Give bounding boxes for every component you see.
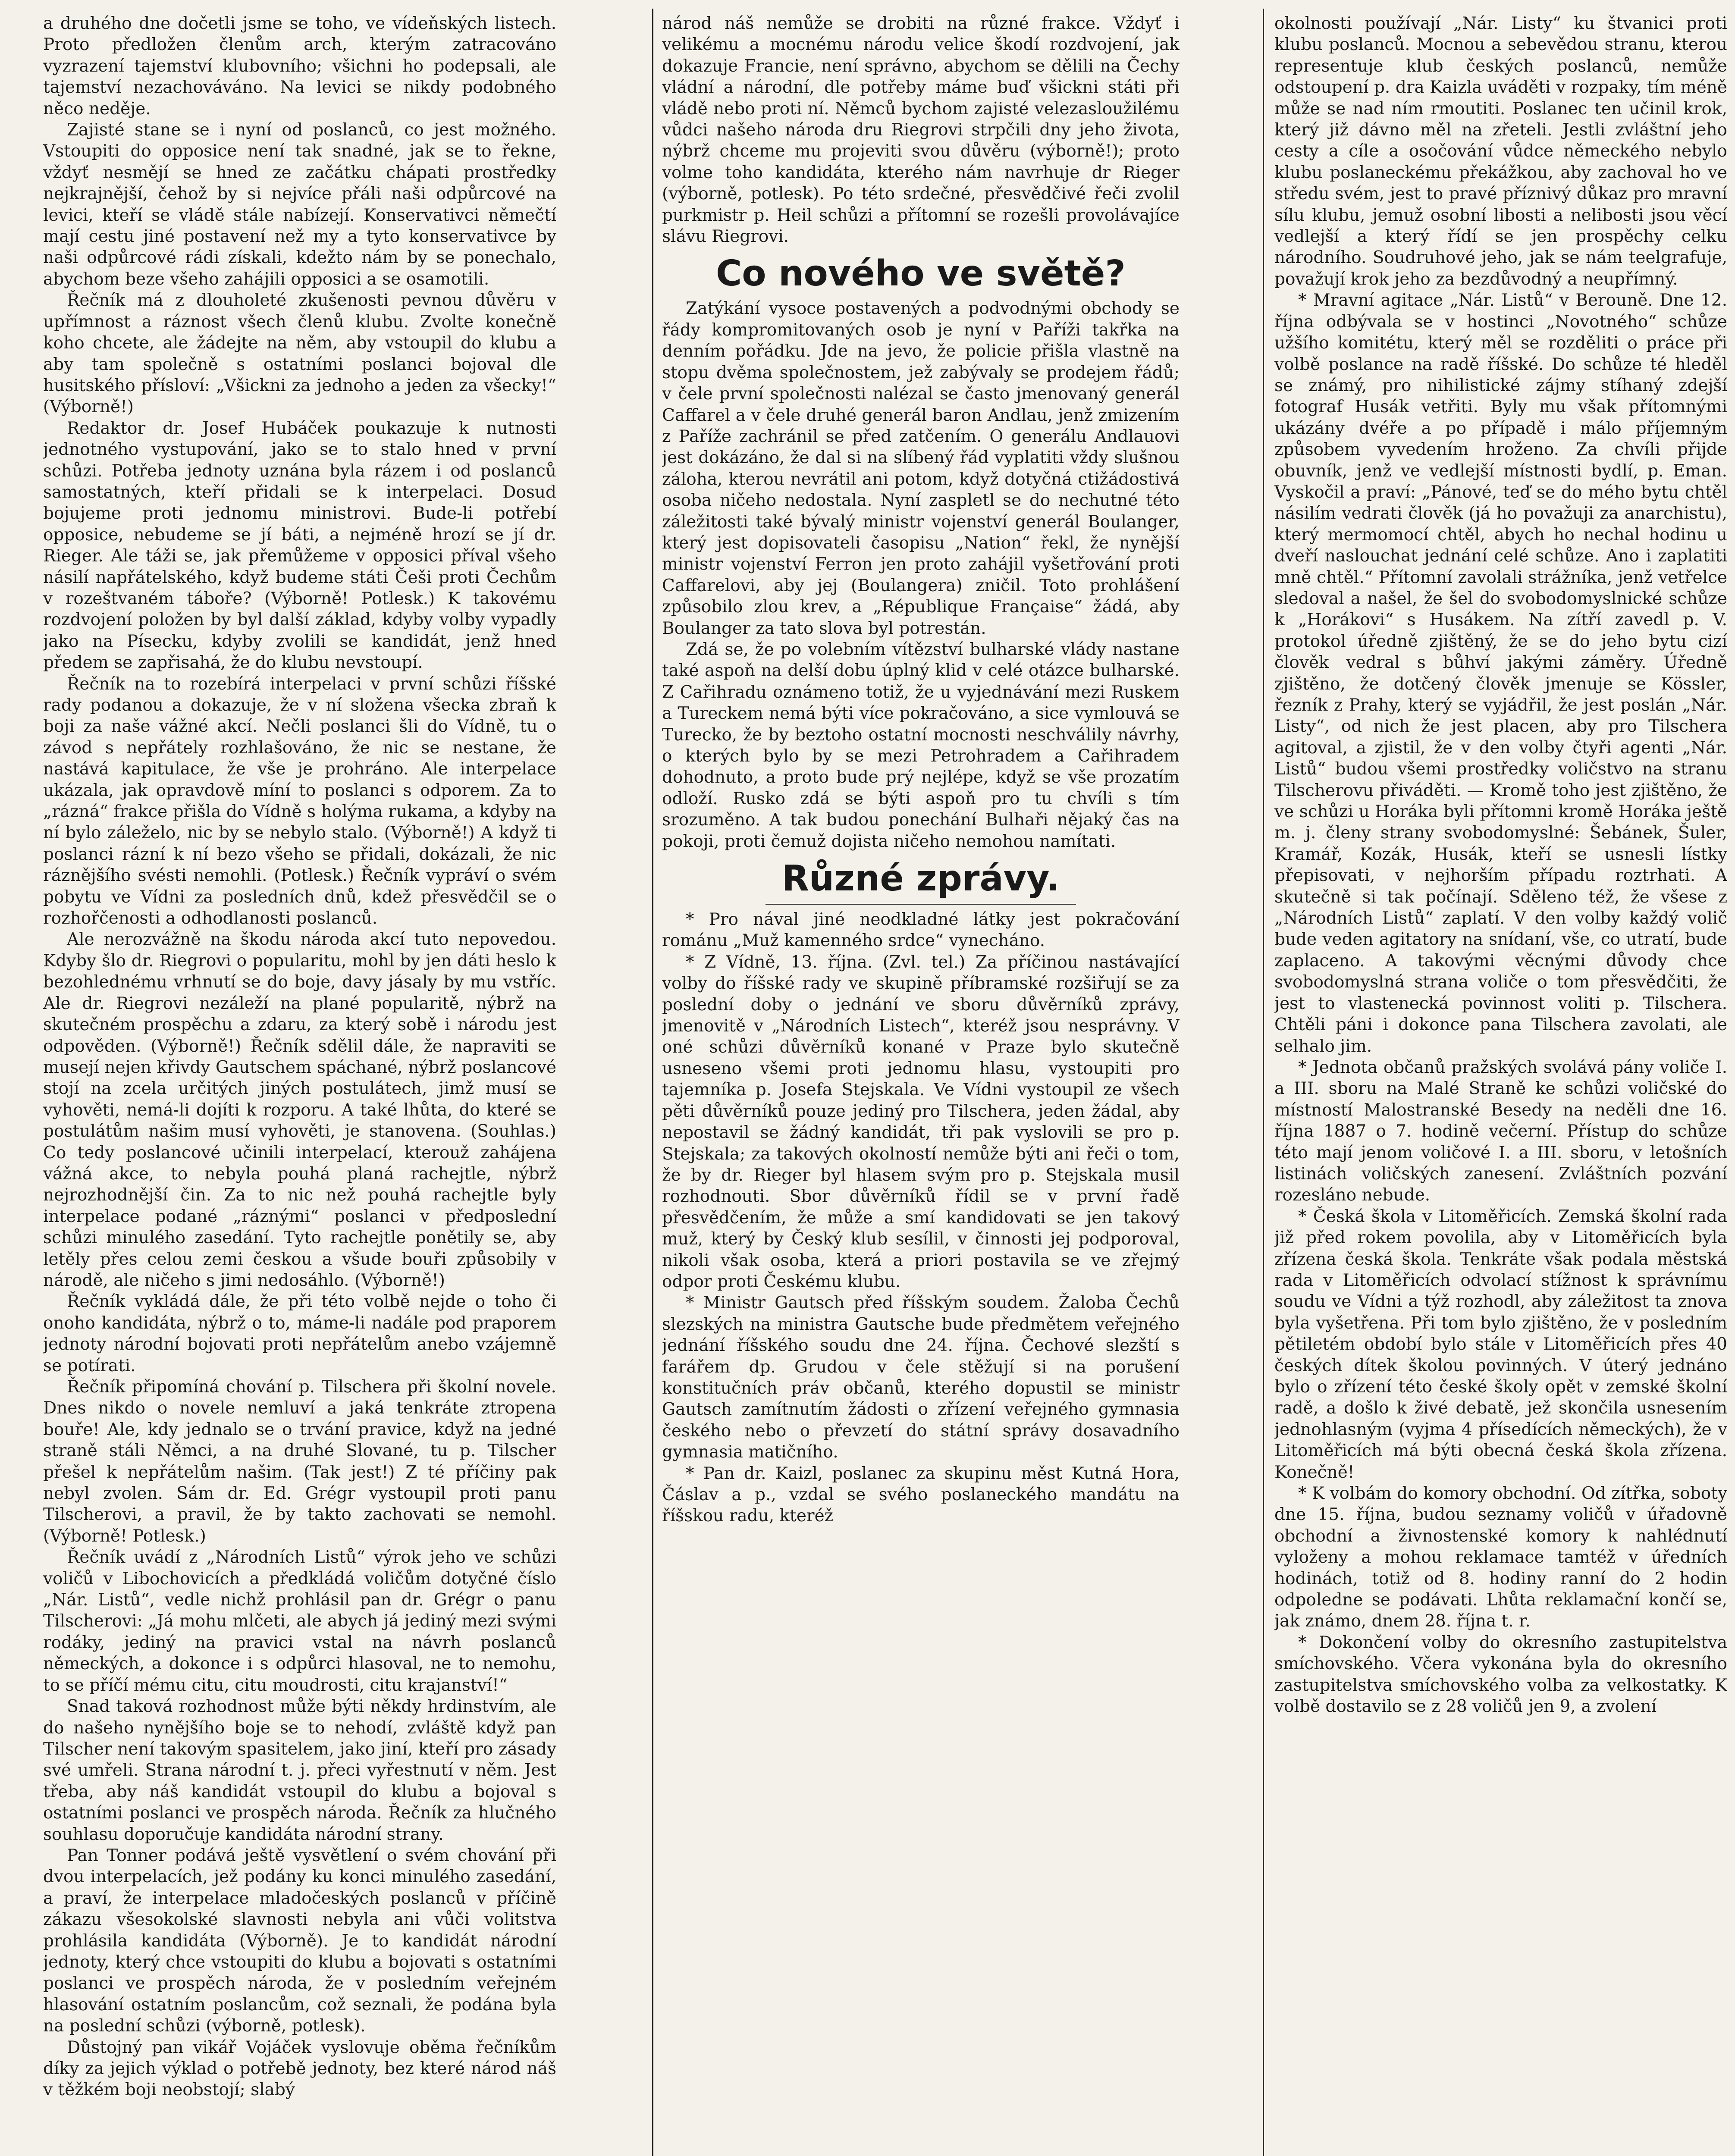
paragraph: Zdá se, že po volebním vítězství bulharské vlády nastane také aspoň na delší dobu úplný klid v celé otázce bulharské. Z Cařihradu oznámeno totiž, že u vyjednávání mezi Ruskem a Tureckem nemá býti více pokračováno, a sice vymlouvá se Turecko, že by beztoho ostatní mocnosti neschválily návrhy, o kterých bylo by se mezi Petrohradem a Cařihradem dohodnuto, a proto bude prý nejlépe, když se vše prozatím odloží. Rusko zdá se býti aspoň pro tu chvíli s tím srozuměno. A tak budou ponechání Bulhaři nějaký čas na pokoji, proti čemuž dojista ničeho nemohou namítati.: [662, 639, 1180, 851]
paragraph: * K volbám do komory obchodní. Od zítřka, soboty dne 15. října, budou seznamy voličů v úřadovně obchodní a živnostenské komory k nahlédnutí vyloženy a mohou reklamace tamtéž v úředních hodinách, totiž od 8. hodiny ranní do 2 hodin odpoledne se podávati. Lhůta reklamační končí se, jak známo, dnem 28. října t. r.: [1274, 1484, 1727, 1631]
column-1: [43, 13, 556, 2156]
paragraph: * Jednota občanů pražských svolává pány voliče I. a III. sboru na Malé Straně ke schůzi voličské do místností Malostranské Besedy na neděli dne 16. října 1887 o 7. hodině večerní. Přístup do schůze této mají jenom voličové I. a III. sboru, v letošních listinách voličských zanesení. Zvláštních pozvání rozesláno nebude.: [1274, 1057, 1727, 1205]
paragraph: * Pro nával jiné neodkladné látky jest pokračování románu „Muž kamenného srdce“ vynecháno.: [662, 910, 1180, 951]
column-2: [662, 13, 1180, 2156]
column-rule: [1263, 9, 1264, 2156]
paragraph: Redaktor dr. Josef Hubáček poukazuje k nutnosti jednotného vystupování, jako se to stalo hned v první schůzi. Potřeba jednoty uznána byla rázem i od poslanců samostatných, kteří přidali se k interpelaci. Dosud bojujeme proti jednomu ministrovi. Bude-li potřebí opposice, nebudeme se jí báti, a nejméně hrozí se jí dr. Rieger. Ale táži se, jak přemůžeme v opposici příval všeho násilí napřátelského, když budeme státi Češi proti Čechům v rozeštvaném táboře? (Výborně! Potlesk.) K takovému rozdvojení položen by byl další základ, kdyby volby vypadly jako na Písecku, kdyby zvolili se kandidát, jenž hned předem se zapřisahá, že do klubu nevstoupí.: [43, 418, 556, 673]
paragraph: Zatýkání vysoce postavených a podvodnými obchody se řády kompromitovaných osob je nyní v Paříži takřka na denním pořádku. Jde na jevo, že policie přišla vlastně na stopu dvěma společnostem, jež zabývaly se prodejem řádů; v čele první společnosti nalézal se často jmenovaný generál Caffarel a v čele druhé generál baron Andlau, jenž zmizením z Paříže zachránil se před zatčením. O generálu Andlauovi jest dokázáno, že dal si na slíbený řád vyplatiti vždy slušnou záloha, kterou nevrátil ani potom, když dotyčná ctižádostivá osoba ničeho nedostala. Nyní zaspletl se do nechutné této záležitosti také bývalý ministr vojenství generál Boulanger, který jest dopisovateli časopisu „Nation“ řekl, že nynější ministr vojenství Ferron jen proto zahájil vyšetřování proti Caffarelovi, aby jej (Boulangera) zničil. Toto prohlášení způsobilo zlou krev, a „République Française“ žádá, aby Boulanger za tato slova byl potrestán.: [662, 299, 1180, 638]
paragraph: Zajisté stane se i nyní od poslanců, co jest možného. Vstoupiti do opposice není tak snadné, jak se to řekne, vždyť nesmějí se hned ze začátku chápati prostředky nejkrajnější, čehož by si nejvíce přáli naši odpůrcové na levici, kteří se vládě stále nabízejí. Konservativci němečtí mají cestu jiné postavení než my a tyto konservativce by naši odpůrcové rádi získali, kdežto nám by se ponechalo, abychom beze všeho zahájili opposici a se osamotili.: [43, 120, 556, 289]
paragraph: Pan Tonner podává ještě vysvětlení o svém chování při dvou interpelacích, jež podány ku konci minulého zasedání, a praví, že interpelace mladočeských poslanců v příčině zákazu všesokolské slavnosti nebyla ani vůči volitstva prohlásila kandidáta (Výborně). Je to kandidát národní jednoty, který chce vstoupiti do klubu a bojovati s ostatními poslanci ve prospěch národa, že v posledním veřejném hlasování ostatním poslancům, což seznali, že podána byla na poslední schůzi (výborně, potlesk).: [43, 1846, 556, 2036]
paragraph: * Mravní agitace „Nár. Listů“ v Berouně. Dne 12. října odbývala se v hostinci „Novotného“ schůze užšího komitétu, který měl se rozděliti o práce při volbě poslance na radě říšské. Do schůze té hleděl se známý, pro nihilistické zájmy stíhaný zdejší fotograf Husák vetřiti. Byly mu však přítomnými ukázány dvéře a po případě i málo příjemným způsobem vyvedením hroženo. Za chvíli přijde obuvník, jenž ve vedlejší místnosti bydlí, p. Eman. Vyskočil a praví: „Pánové, teď se do mého bytu chtěl násilím vedrati člověk (já ho považuji za anarchistu), který mermomocí chtěl, abych ho nechal hodinu u dveří naslouchat jednání celé schůze. Ano i zaplatiti mně chtěl.“ Přítomní zavolali strážníka, jenž vetřelce sledoval a našel, že šel do svobodomyslnické schůze k „Horákovi“ s Husákem. Na zítří zavedl p. V. protokol úředně zjištěný, že se do jeho bytu cizí člověk vedral s bůhví jakými záměry. Úředně zjištěno, že dotčený člověk jmenuje se Kössler, řezník z Prahy, který se vyjádřil, že jest poslán „Nár. Listy“, od nich že jest placen, aby pro Tilschera agitoval, a zjistil, že v den volby čtyři agenti „Nár. Listů“ budou všemi prostředky voličstvo na stranu Tilscherovu přiváděti. — Kromě toho jest zjištěno, že ve schůzi u Horáka byli přítomni kromě Horáka ještě m. j. členy strany svobodomyslné: Šebánek, Šuler, Kramář, Kozák, Husák, kteří se usnesli lístky přepisovati, v nejhorším případu roztrhati. A skutečně si tak počínají. Sděleno též, že všese z „Národních Listů“ zaplatí. V den volby každý volič bude veden agitatory na snídaní, vše, co utratí, bude zaplaceno. A takovými věcnými důvody chce svobodomyslná strana voliče o tom přesvědčiti, že jest to vlastenecká povinnost voliti p. Tilschera. Chtěli páni i dokonce pana Tilschera zavolati, ale selhalo jim.: [1274, 291, 1727, 1056]
paragraph: Řečník připomíná chování p. Tilschera při školní novele. Dnes nikdo o novele nemluví a jaká tenkráte ztropena bouře! Ale, kdy jednalo se o trvání pravice, když na jedné straně stáli Němci, a na druhé Slované, tu p. Tilscher přešel k nepřátelům našim. (Tak jest!) Z té příčiny pak nebyl zvolen. Sám dr. Ed. Grégr vystoupil proti panu Tilscherovi, a pravil, že by takto zachovati se nemohl. (Výborně! Potlesk.): [43, 1377, 556, 1546]
section-heading-world-news: Co nového ve světě?: [716, 253, 1126, 295]
paragraph: Řečník má z dlouholeté zkušenosti pevnou důvěru v upřímnost a ráznost všech členů klubu. Zvolte konečně koho chcete, ale žádejte na něm, aby vstoupil do klubu a aby tam společně s ostatními poslanci bojoval dle husitského přísloví: „Všickni za jednoho a jeden za všecky!“ (Výborně!): [43, 291, 556, 417]
paragraph: Ale nerozvážně na škodu národa akcí tuto nepovedou. Kdyby šlo dr. Riegrovi o popularitu, mohl by jen dáti heslo k bezohlednému vrhnutí se do boje, davy jásaly by mu vstříc. Ale dr. Riegrovi nezáleží na plané popularitě, nýbrž na skutečném prospěchu a zdaru, za který sobě i národu jest odpověden. (Výborně!) Řečník sdělil dále, že napraviti se musejí nejen křivdy Gautschem spáchané, nýbrž poslancové stojí na zcela určitých jiných postulátech, jimž musí se vyhověti, nemá-li dojíti k rozporu. A také lhůta, do které se postulátům našim musí vyhověti, je stanovena. (Souhlas.) Co tedy poslancové učinili interpelací, kterouž zahájena vážná akce, to nebyla pouhá planá rachejtle, nýbrž nejrozhodnější čin. Za to nic než pouhá rachejtle byly interpelace podané „ráznými“ poslanci v předposlední schůzi minulého zasedání. Tyto rachejtle ponětily se, aby letěly přes celou zemi českou a všude bouři způsobily v národě, ale ničeho s jimi nedosáhlo. (Výborně!): [43, 930, 556, 1290]
section-heading-various-news: Různé zprávy.: [781, 858, 1060, 899]
paragraph: Důstojný pan vikář Vojáček vyslovuje oběma řečníkům díky za jejich výklad o potřebě jednoty, bez které národ náš v těžkém boji neobstojí; slabý: [43, 2037, 556, 2100]
paragraph: * Česká škola v Litoměřicích. Zemská školní rada již před rokem povolila, aby v Litoměřicích byla zřízena česká škola. Tenkráte však podala městská rada v Litoměřicích odvolací stížnost k správnímu soudu ve Vídni a týž rozhodl, aby záležitost ta znova byla vyšetřena. Při tom bylo zjištěno, že v posledním pětiletém období bylo stále v Litoměřicích přes 40 českých dítek školou povinných. V úterý jednáno bylo o zřízení této české školy opět v zemské školní radě, a došlo k živé debatě, jež skončila usnesením jednohlasným (vyjma 4 přísedících německých), že v Litoměřicích má býti obecná česká škola zřízena. Konečně!: [1274, 1206, 1727, 1482]
paragraph: Řečník uvádí z „Národních Listů“ výrok jeho ve schůzi voličů v Libochovicích a předkládá voličům dotyčné číslo „Nár. Listů“, vedle nichž prohlásil pan dr. Grégr o panu Tilscherovi: „Já mohu mlčeti, ale abych já jediný mezi svými rodáky, jediný na pravici vstal na návrh poslanců německých, a dokonce i s odpůrci hlasoval, ne to nemohu, to se příčí mému citu, citu moudrosti, citu krajanství!“: [43, 1548, 556, 1695]
paragraph: Řečník vykládá dále, že při této volbě nejde o toho či onoho kandidáta, nýbrž o to, máme-li nadále pod praporem jednoty národní bojovati proti nepřátelům anebo vzájemně se potírati.: [43, 1292, 556, 1376]
paragraph: * Z Vídně, 13. října. (Zvl. tel.) Za příčinou nastávající volby do říšské rady ve skupině příbramské rozšiřují se za poslední doby o jednání ve sboru důvěrníků zprávy, jmenovitě v „Národních Listech“, kteréž jsou nesprávny. V oné schůzi důvěrníků konané v Praze bylo skutečně usneseno všemi proti jednomu hlasu, vystoupiti pro tajemníka p. Josefa Stejskala. Ve Vídni vystoupil ze všech pěti důvěrníků pouze jediný pro Tilschera, jeden žádal, aby nepostavil se žádný kandidát, tři pak vyslovili se pro p. Stejskala; za takových okolností nemůže býti ani řeči o tom, že by dr. Rieger byl hlasem svým pro p. Stejskala musil rozhodnouti. Sbor důvěrníků řídil se v první řadě přesvědčením, že může a smí kandidovati se jen takový muž, který by Český klub sesílil, v činnosti jej podporoval, nikoli však osoba, která a priori postavila se ve zřejmý odpor proti Českému klubu.: [662, 952, 1180, 1291]
heading-underline: [766, 904, 1076, 905]
column-rule: [652, 9, 653, 2156]
paragraph: a druhého dne dočetli jsme se toho, ve vídeňských listech. Proto předložen členům arch, kterým zatracováno vyzrazení tajemství klubovního; všichni ho podepsali, ale tajemství nezachováváno. Na levici se nikdy podobného něco neděje.: [43, 14, 556, 119]
paragraph: Snad taková rozhodnost může býti někdy hrdinstvím, ale do našeho nynějšího boje se to nehodí, zvláště když pan Tilscher není takovým spasitelem, jako jiní, kteří pro zásady své umřeli. Strana národní t. j. přeci vyřestnutí v něm. Jest třeba, aby náš kandidát vstoupil do klubu a bojoval s ostatními poslanci ve prospěch národa. Řečník za hlučného souhlasu doporučuje kandidáta národní strany.: [43, 1697, 556, 1844]
column-3: [1274, 13, 1727, 2156]
paragraph: okolnosti používají „Nár. Listy“ ku štvanici proti klubu poslanců. Mocnou a sebevědou stranu, kterou representuje klub českých poslanců, nemůže odstoupení p. dra Kaizla uváděti v rozpaky, tím méně může se nad ním rmoutiti. Poslanec ten učinil krok, který již dávno měl na zřeteli. Jestli zvláštní jeho cesty a cíle a osočování vůdce německého nebylo klubu poslaneckému překážkou, aby zachoval ho ve středu svém, jest to pravé příznivý důkaz pro mravní sílu klubu, jemuž osobní libosti a nelibosti jsou věcí vedlejší a který řídí se jen prospěchy celku národního. Soudruhové jeho, jak se nám teelgrafuje, považují krok jeho za bezdůvodný a neupřímný.: [1274, 14, 1727, 289]
paragraph: * Dokončení volby do okresního zastupitelstva smíchovského. Včera vykonána byla do okresního zastupitelstva smíchovského volba za velkostatky. K volbě dostavilo se z 28 voličů jen 9, a zvolení: [1274, 1633, 1727, 1717]
paragraph: * Ministr Gautsch před říšským soudem. Žaloba Čechů slezských na ministra Gautsche bude předmětem veřejného jednání říšského soudu dne 24. října. Čechové slezští s farářem dp. Grudou v čele stěžují si na porušení konstitučních práv občanů, kterého dopustil se ministr Gautsch zamítnutím žádosti o zřízení veřejného gymnasia českého nebo o převzetí do státní správy dosavadního gymnasia matičního.: [662, 1293, 1180, 1462]
paragraph: Řečník na to rozebírá interpelaci v první schůzi říšské rady podanou a dokazuje, že v ní složena všecka zbraň k boji za naše vážné akcí. Nečli poslanci šli do Vídně, tu o závod s nepřátely rozhlašováno, že nic se nestane, že nastává kapitulace, že vše je prohráno. Ale interpelace ukázala, jak opravdově míní to poslanci s odporem. Za to „rázná“ frakce přišla do Vídně s holýma rukama, a kdyby na ní bylo záleželo, nic by se nebylo stalo. (Výborně!) A když ti poslanci rázní k ní bezo všeho se přidali, dokázali, že nic ráznějšího svésti nemohli. (Potlesk.) Řečník vypráví o svém pobytu ve Vídni za posledních dnů, kdež přesvědčil se o rozhořčenosti a odhodlanosti poslanců.: [43, 674, 556, 928]
paragraph: * Pan dr. Kaizl, poslanec za skupinu měst Kutná Hora, Čáslav a p., vzdal se svého poslaneckého mandátu na říšskou radu, kteréž: [662, 1463, 1180, 1526]
paragraph: národ náš nemůže se drobiti na různé frakce. Vždyť i velikému a mocnému národu velice škodí rozdvojení, jak dokazuje Francie, není správno, abychom se dělili na Čechy vládní a národní, dle potřeby máme buď všickni státi při vládě nebo proti ní. Němců bychom zajisté velezasloužilému vůdci našeho národa dru Riegrovi strpčili dny jeho života, nýbrž chceme mu projeviti svou důvěru (výborně!); proto volme toho kandidáta, kterého nám navrhuje dr Rieger (výborně, potlesk). Po této srdečné, přesvědčivé řeči zvolil purkmistr p. Heil schůzi a přítomní se rozešli provolávajíce slávu Riegrovi.: [662, 14, 1180, 247]
